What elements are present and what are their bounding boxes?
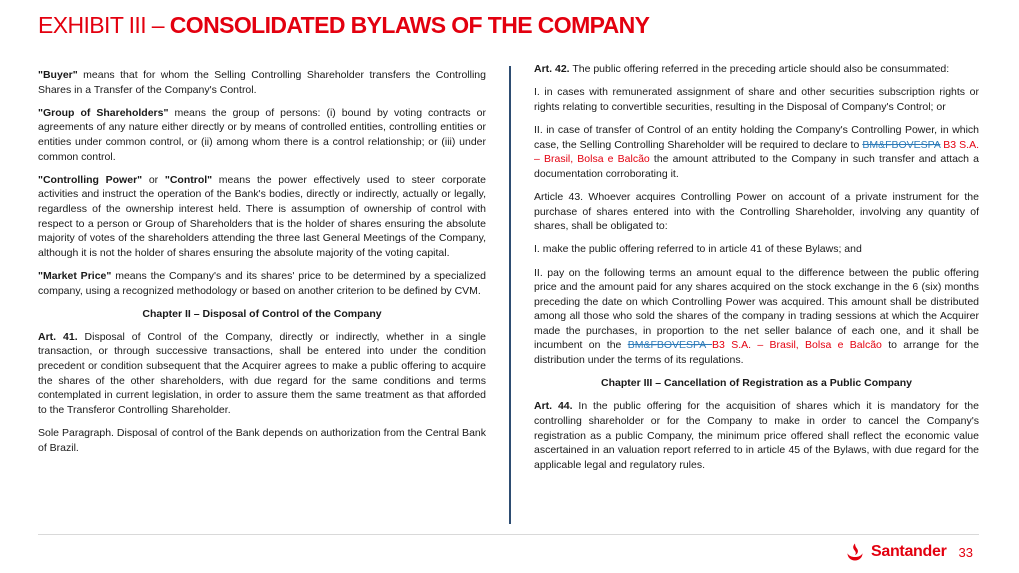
santander-flame-icon bbox=[845, 542, 865, 562]
definition-buyer bbox=[38, 68, 486, 97]
article-42 bbox=[534, 62, 979, 77]
term-market-price: "Market Price" bbox=[38, 269, 112, 282]
item-ii-text-before: II. in case of transfer of Control of an entity holding the Company's Controlling Power, in which case, the Selling Controlling Shareholder will be required to declare to bbox=[534, 123, 979, 151]
title-prefix: EXHIBIT III – bbox=[38, 12, 170, 38]
term-control: "Control" bbox=[164, 173, 213, 186]
footer bbox=[845, 541, 973, 563]
article-44 bbox=[534, 399, 979, 472]
deleted-text: BM&FBOVESPA bbox=[862, 138, 941, 151]
market-price-definition-text: means the Company's and its shares' price to be determined by a specialized company, using a recognized methodology or based on another criterion to be defined by CVM. bbox=[38, 269, 486, 297]
term-connector: or bbox=[142, 173, 165, 186]
article-42-item-ii bbox=[534, 123, 979, 181]
article-44-label: Art. 44. bbox=[534, 400, 573, 413]
article-43-item-ii bbox=[534, 266, 979, 368]
article-41-label: Art. 41. bbox=[38, 330, 78, 343]
brand-name: Santander bbox=[870, 543, 947, 560]
article-43-item-i: I. make the public offering referred to in article 41 of these Bylaws; and bbox=[534, 243, 862, 256]
footer-rule bbox=[38, 534, 979, 535]
term-buyer: "Buyer" bbox=[38, 69, 78, 81]
title-main: CONSOLIDATED BYLAWS OF THE COMPANY bbox=[169, 12, 650, 38]
article-44-text: In the public offering for the acquisition of shares which it is mandatory for the controlling shareholder or for the Company to make in order to cancel the Company's registration as a public Company, the minimum price offered shall reflect the economic value ascertained in an valuation report referred to in article 45 of the Bylaws, with due regard for the applicable legal and regulatory rules. bbox=[534, 400, 979, 471]
term-controlling-power: "Controlling Power" bbox=[38, 173, 143, 186]
article-43-ii-text-before: II. pay on the following terms an amount equal to the difference between the public offering price and the amount paid for any shares acquired on the stock exchange in the 6 (six) months preceding the date on which Controlling Power was acquired. This amount shall be distributed among all those who sold the shares of the company in trading sessions at which the Acquirer made the purchases, in proportion to the net seller balance of each one, and it shall be incumbent on the bbox=[534, 266, 979, 352]
buyer-definition-text: means that for whom the Selling Controlling Shareholder transfers the Controlling Shares in a Transfer of the Company's Control. bbox=[38, 69, 486, 96]
chapter-iii-heading: Chapter III – Cancellation of Registration as a Public Company bbox=[601, 377, 912, 390]
group-definition-text: means the group of persons: (i) bound by voting contracts or agreements of any nature either directly or by means of controlled entities, controlling entities or entities under common control, or (ii) among whom there is a control relationship; or (iii) under common control. bbox=[38, 106, 486, 163]
article-43-ii-text-after: to arrange for the distribution under the terms of its regulations. bbox=[534, 339, 979, 367]
deleted-text: BM&FBOVESPA bbox=[627, 339, 713, 352]
item-ii-text-after: the amount attributed to the Company in such transfer and attach a documentation corroborating it. bbox=[534, 153, 979, 180]
sole-paragraph: Sole Paragraph. Disposal of control of the Bank depends on authorization from the Central Bank of Brazil. bbox=[38, 427, 486, 454]
inserted-text: B3 S.A. – Brasil, Bolsa e Balcão bbox=[712, 339, 882, 352]
left-column bbox=[38, 62, 486, 464]
page-title bbox=[38, 12, 649, 39]
term-group-of-shareholders: "Group of Shareholders" bbox=[38, 106, 169, 119]
chapter-ii-heading: Chapter II – Disposal of Control of the Company bbox=[142, 307, 382, 320]
column-divider bbox=[509, 66, 511, 524]
article-43: Article 43. Whoever acquires Controlling Power on account of a private instrument for the purchase of shares entered into with the Controlling Shareholder, involving any quantity of shares, shall be obligated to: bbox=[534, 190, 979, 233]
inserted-text: B3 S.A. – Brasil, Bolsa e Balcão bbox=[534, 138, 979, 166]
definition-controlling-power bbox=[38, 173, 486, 261]
article-41-text: Disposal of Control of the Company, directly or indirectly, whether in a single transaction, or through successive transactions, shall be entered into under the condition precedent or condition subsequent that the Acquirer agrees to make a public offering to acquire the shares of the other shareholders, with due regard for the same conditions and terms contemplated in current legislation, in order to assure them the same treatment as that afforded to the Transferor Controlling Shareholder. bbox=[38, 330, 486, 416]
page-number: 33 bbox=[958, 544, 973, 560]
article-42-text: The public offering referred in the preceding article should also be consummated: bbox=[569, 63, 950, 75]
definition-market-price bbox=[38, 269, 486, 298]
article-41 bbox=[38, 330, 486, 418]
definition-group-of-shareholders bbox=[38, 106, 486, 164]
right-column bbox=[534, 62, 979, 481]
article-42-item-i: I. in cases with remunerated assignment of share and other securities subscription rights or rights relating to convertible securities, resulting in the Disposal of Company's Control; or bbox=[534, 86, 979, 113]
article-42-label: Art. 42. bbox=[534, 63, 570, 75]
controlling-power-definition-text: means the power effectively used to steer corporate activities and instruct the operation of the Bank's bodies, directly or indirectly, actually or legally, regardless of the ownership interest held. There is assumption of ownership of control with respect to a person or Group of Shareholders that is the holder of shares ensuring the absolute majority of votes of the shareholders attending the three last General Meetings of the Company, although it is not the holder of shares ensuring the absolute majority of the voting capital. bbox=[38, 173, 486, 259]
